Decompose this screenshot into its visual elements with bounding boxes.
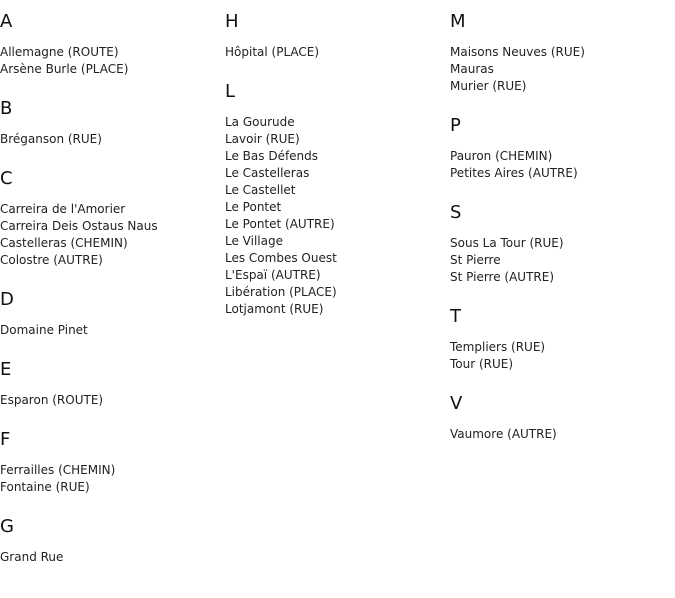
street-list	[450, 235, 665, 286]
street-link[interactable]: Le Pontet	[225, 200, 282, 214]
letter-group-v	[450, 393, 665, 443]
letter-group-a	[0, 11, 215, 78]
street-link[interactable]: Bréganson (RUE)	[0, 132, 102, 146]
letter-heading: T	[450, 306, 461, 327]
letter-group-p	[450, 115, 665, 182]
letter-heading: V	[450, 393, 463, 414]
letter-group-e	[0, 359, 215, 409]
street-list	[225, 44, 440, 61]
letter-heading: S	[450, 202, 462, 223]
street-list	[450, 426, 665, 443]
index-column-2	[225, 11, 440, 338]
street-link[interactable]: L'Espaï (AUTRE)	[225, 268, 321, 282]
street-list	[450, 148, 665, 182]
street-link[interactable]: Carreira Deis Ostaus Naus	[0, 219, 158, 233]
letter-group-t	[450, 306, 665, 373]
street-link[interactable]: Arsène Burle (PLACE)	[0, 62, 129, 76]
street-link[interactable]: Le Pontet (AUTRE)	[225, 217, 335, 231]
street-link[interactable]: Allemagne (ROUTE)	[0, 45, 119, 59]
street-link[interactable]: Tour (RUE)	[450, 357, 514, 371]
street-list	[0, 201, 215, 269]
street-link[interactable]: St Pierre (AUTRE)	[450, 270, 555, 284]
letter-heading: M	[450, 11, 466, 32]
street-link[interactable]: Esparon (ROUTE)	[0, 393, 104, 407]
street-link[interactable]: Lavoir (RUE)	[225, 132, 300, 146]
street-list	[225, 114, 440, 318]
letter-group-f	[0, 429, 215, 496]
letter-heading: P	[450, 115, 461, 136]
street-link[interactable]: Castelleras (CHEMIN)	[0, 236, 128, 250]
street-link[interactable]: Ferrailles (CHEMIN)	[0, 463, 116, 477]
street-link[interactable]: Sous La Tour (RUE)	[450, 236, 564, 250]
street-list	[450, 339, 665, 373]
street-list	[0, 44, 215, 78]
index-column-3	[450, 11, 665, 463]
letter-heading: F	[0, 429, 11, 450]
street-link[interactable]: La Gourude	[225, 115, 295, 129]
street-list	[0, 392, 215, 409]
letter-group-h	[225, 11, 440, 61]
street-list	[0, 462, 215, 496]
street-link[interactable]: Hôpital (PLACE)	[225, 45, 320, 59]
street-link[interactable]: Carreira de l'Amorier	[0, 202, 126, 216]
letter-heading: A	[0, 11, 13, 32]
letter-group-m	[450, 11, 665, 95]
street-link[interactable]: Le Bas Défends	[225, 149, 319, 163]
street-link[interactable]: Domaine Pinet	[0, 323, 88, 337]
street-link[interactable]: Les Combes Ouest	[225, 251, 337, 265]
index-column-1	[0, 11, 215, 586]
street-list	[450, 44, 665, 95]
street-link[interactable]: Petites Aires (AUTRE)	[450, 166, 578, 180]
street-link[interactable]: Le Village	[225, 234, 283, 248]
street-link[interactable]: Murier (RUE)	[450, 79, 527, 93]
letter-group-g	[0, 516, 215, 566]
street-link[interactable]: Colostre (AUTRE)	[0, 253, 103, 267]
letter-group-c	[0, 168, 215, 269]
letter-heading: L	[225, 81, 236, 102]
letter-heading: C	[0, 168, 13, 189]
street-link[interactable]: Maisons Neuves (RUE)	[450, 45, 585, 59]
letter-heading: G	[0, 516, 14, 537]
street-link[interactable]: St Pierre	[450, 253, 501, 267]
street-link[interactable]: Vaumore (AUTRE)	[450, 427, 557, 441]
street-link[interactable]: Le Castelleras	[225, 166, 310, 180]
letter-heading: H	[225, 11, 239, 32]
street-list	[0, 322, 215, 339]
letter-group-s	[450, 202, 665, 286]
letter-group-b	[0, 98, 215, 148]
street-list	[0, 549, 215, 566]
street-link[interactable]: Templiers (RUE)	[450, 340, 546, 354]
street-link[interactable]: Fontaine (RUE)	[0, 480, 90, 494]
letter-group-d	[0, 289, 215, 339]
street-link[interactable]: Le Castellet	[225, 183, 296, 197]
street-link[interactable]: Pauron (CHEMIN)	[450, 149, 553, 163]
street-link[interactable]: Mauras	[450, 62, 494, 76]
letter-heading: E	[0, 359, 12, 380]
letter-group-l	[225, 81, 440, 318]
street-list	[0, 131, 215, 148]
street-link[interactable]: Grand Rue	[0, 550, 64, 564]
letter-heading: B	[0, 98, 13, 119]
street-link[interactable]: Libération (PLACE)	[225, 285, 337, 299]
street-link[interactable]: Lotjamont (RUE)	[225, 302, 324, 316]
letter-heading: D	[0, 289, 14, 310]
